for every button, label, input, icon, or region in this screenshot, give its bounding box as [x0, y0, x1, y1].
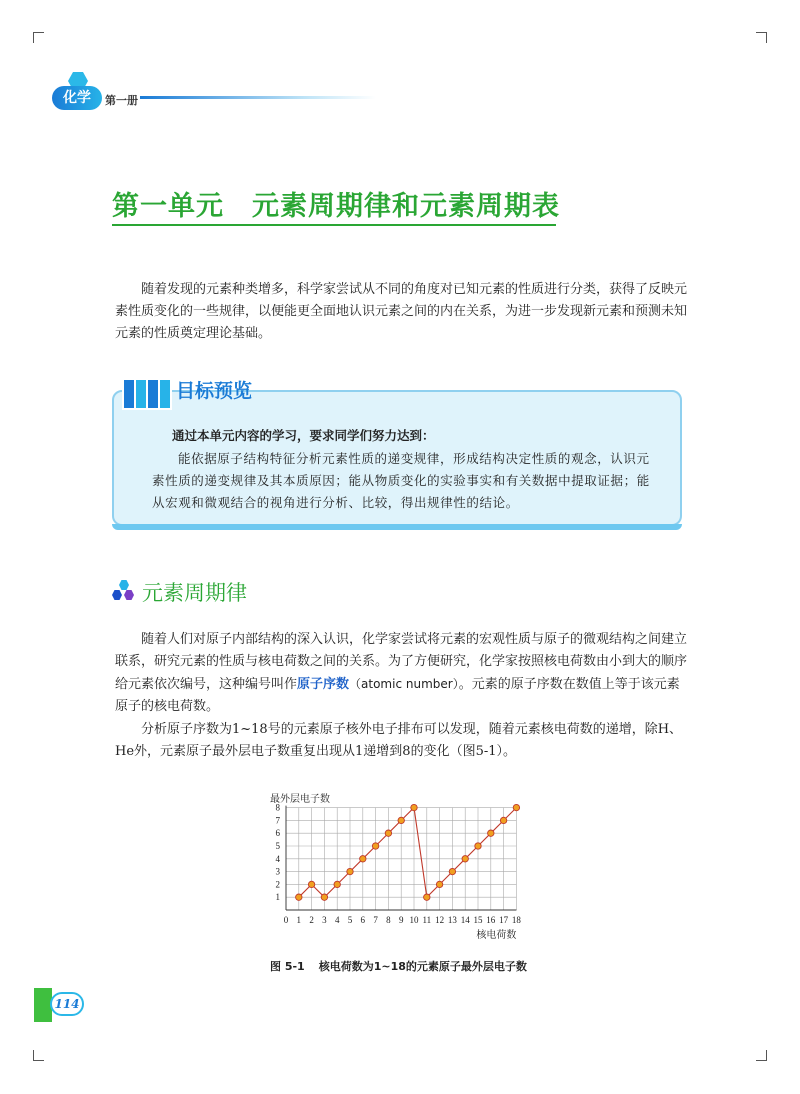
unit-title: 第一单元 元素周期律和元素周期表 — [112, 191, 560, 222]
data-point — [347, 868, 353, 874]
crop-mark-bottom-right — [756, 1050, 767, 1061]
x-tick-label: 14 — [460, 915, 470, 925]
goal-preview-title: 目标预览 — [176, 380, 253, 402]
figure-caption-text: 核电荷数为1~18的元素原子最外层电子数 — [318, 960, 527, 973]
data-point — [360, 856, 366, 862]
volume-label: 第一册 — [105, 94, 138, 107]
x-tick-label: 17 — [499, 915, 509, 925]
goal-text: 能依据原子结构特征分析元素性质的递变规律，形成结构决定性质的观念，认识元素性质的递变规律及其本质原因；能从物质变化的实验事实和有关数据中提取证据；能从宏观和微观结合的视角进行分析、比较，得出规律性的结论。 — [152, 451, 650, 510]
x-tick-label: 9 — [398, 915, 404, 925]
y-tick-label: 4 — [275, 853, 280, 864]
english-term: （atomic number） — [349, 677, 459, 691]
data-point — [424, 894, 430, 900]
crop-mark-top-right — [756, 32, 767, 43]
y-tick-label: 1 — [275, 892, 280, 903]
y-tick-label: 5 — [275, 841, 280, 851]
book-icon — [118, 374, 172, 410]
data-point — [411, 804, 417, 810]
x-tick-label: 0 — [283, 915, 289, 925]
figure-label: 图 5-1 — [270, 960, 305, 973]
page-number: 114 — [50, 992, 84, 1016]
x-tick-label: 5 — [347, 915, 353, 925]
x-tick-label: 7 — [373, 915, 378, 925]
x-tick-label: 1 — [296, 915, 302, 925]
x-tick-label: 16 — [486, 915, 496, 925]
data-point — [488, 830, 494, 836]
data-point — [308, 881, 314, 887]
data-point — [334, 881, 340, 887]
x-tick-label: 10 — [409, 915, 419, 925]
data-point — [449, 868, 455, 874]
figure-caption — [270, 958, 527, 974]
x-tick-label: 4 — [334, 915, 340, 925]
data-point — [398, 817, 404, 823]
data-point — [372, 843, 378, 849]
x-tick-label: 18 — [511, 915, 521, 925]
data-point — [462, 856, 468, 862]
series-line — [299, 808, 517, 898]
x-tick-label: 11 — [422, 915, 432, 925]
x-tick-label: 8 — [386, 915, 391, 925]
y-axis-label: 最外层电子数 — [270, 794, 330, 805]
crop-mark-top-left — [33, 32, 44, 43]
data-point — [500, 817, 506, 823]
y-tick-label: 6 — [275, 828, 280, 839]
unit-title-underline — [112, 224, 556, 226]
y-tick-label: 7 — [275, 815, 280, 826]
data-point — [321, 894, 327, 900]
running-header — [48, 72, 378, 112]
data-point — [385, 830, 391, 836]
p1-text-after: 。元素的原子序数在数值上等于该元素原子的核电荷数。 — [115, 677, 680, 714]
subject-badge: 化学 — [52, 86, 102, 110]
x-tick-label: 6 — [360, 915, 366, 925]
y-tick-label: 2 — [275, 879, 280, 890]
data-point — [436, 881, 442, 887]
intro-paragraph: 随着发现的元素种类增多，科学家尝试从不同的角度对已知元素的性质进行分类，获得了反映元素性质变化的一些规律，以便能更全面地认识元素之间的内在关系，为进一步发现新元素和预测未知元素的性质奠定理论基础。 — [115, 282, 688, 341]
crop-mark-bottom-left — [33, 1050, 44, 1061]
data-point — [296, 894, 302, 900]
p1-text-before: 随着人们对原子内部结构的深入认识，化学家尝试将元素的宏观性质与原子的微观结构之间建立联系，研究元素的性质与核电荷数之间的关系。为了方便研究，化学家按照核电荷数由小到大的顺序给元素依次编号，这种编号叫作 — [115, 632, 688, 692]
hexagon-cluster-icon — [112, 580, 140, 606]
data-point — [475, 843, 481, 849]
x-tick-label: 13 — [447, 915, 457, 925]
x-tick-label: 2 — [309, 915, 314, 925]
section-title: 元素周期律 — [142, 581, 247, 605]
paragraph-electron-pattern: 分析原子序数为1~18号的元素原子核外电子排布可以发现，随着元素核电荷数的递增，除H、He外，元素原子最外层电子数重复出现从1递增到8的变化（图5-1）。 — [115, 722, 683, 759]
y-tick-label: 8 — [275, 802, 280, 813]
x-tick-label: 15 — [473, 915, 483, 925]
x-axis-label: 核电荷数 — [476, 930, 517, 941]
x-tick-label: 12 — [435, 915, 445, 925]
x-tick-label: 3 — [322, 915, 327, 925]
data-point — [513, 804, 519, 810]
goal-lead: 通过本单元内容的学习，要求同学们努力达到： — [172, 428, 435, 443]
keyword-atomic-number: 原子序数 — [297, 677, 350, 692]
y-tick-label: 3 — [275, 866, 280, 877]
paragraph-atomic-number — [115, 629, 690, 718]
header-rule — [140, 96, 376, 99]
outer-electron-chart — [262, 788, 542, 958]
